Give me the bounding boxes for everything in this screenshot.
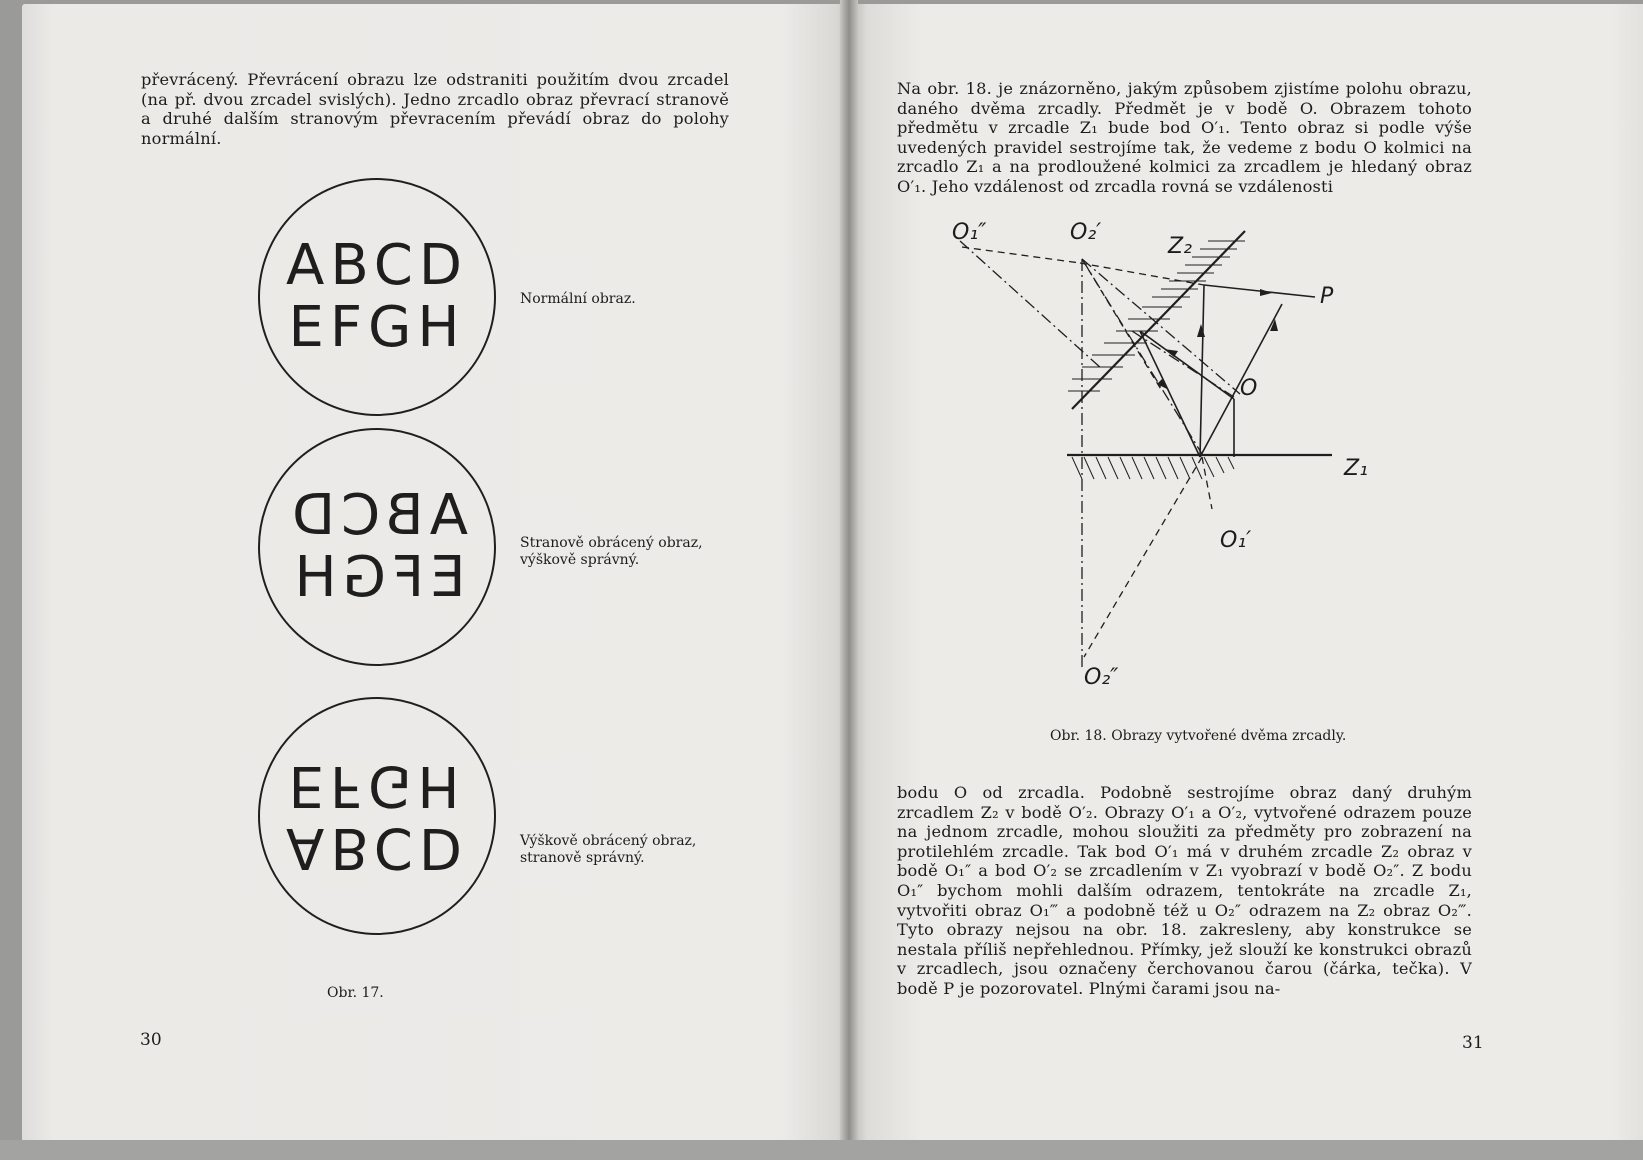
circle-text-line: ABCD bbox=[286, 815, 468, 880]
book-gutter bbox=[840, 0, 858, 1160]
circle-text-line: ABCD bbox=[286, 233, 468, 298]
label-z1: Z₁ bbox=[1344, 456, 1368, 481]
dashed-lines bbox=[962, 247, 1212, 657]
caption-height-reversed-line1: Výškově obrácený obraz, bbox=[520, 833, 697, 849]
label-o1-double-prime: O₁″ bbox=[952, 220, 987, 245]
circle-text-line: EFGH bbox=[288, 753, 466, 818]
label-o2-prime: O₂′ bbox=[1070, 220, 1102, 245]
mirror-z1-hatching bbox=[1072, 457, 1234, 479]
circle-text-line: EFGH bbox=[288, 295, 466, 360]
caption-side-reversed-line1: Stranově obrácený obraz, bbox=[520, 535, 703, 551]
page-number-right: 31 bbox=[1462, 1033, 1484, 1053]
intro-paragraph: převrácený. Převrácení obrazu lze odstraniti použitím dvou zrcadel (na př. dvou zrcadel svislých). Jedno zrcadlo obraz převrací stranově a druhé dalším stranovým převracením převádí obraz do polohy normální. bbox=[141, 70, 729, 148]
figure-18-caption: Obr. 18. Obrazy vytvořené dvěma zrcadly. bbox=[1050, 728, 1347, 744]
label-p: P bbox=[1320, 284, 1334, 309]
circle-text-line: EFGH bbox=[288, 545, 466, 610]
caption-side-reversed-line2: výškově správný. bbox=[520, 552, 640, 568]
left-page bbox=[22, 4, 850, 1142]
mirror-z2 bbox=[1072, 231, 1245, 409]
circle-normal-image bbox=[258, 178, 496, 416]
right-page bbox=[852, 4, 1643, 1142]
caption-normal-image: Normální obraz. bbox=[520, 291, 636, 307]
bottom-paragraph: bodu O od zrcadla. Podobně sestrojíme obraz daný druhým zrcadlem Z₂ v bodě O′₂. Obrazy O′₁ a O′₂, vytvořené odrazem pouze na jednom zrcadle, mohou sloužiti za předměty pro zobrazení na protilehlém zrcadle. Tak bod O′₁ má v druhém zrcadle Z₂ obraz v bodě O₁″ a bod O′₂ se zrcadlením v Z₁ vyobrazí v bodě O₂″. Z bodu O₁″ bychom mohli dalším odrazem, tentokráte na zrcadle Z₁, vytvořiti obraz O₁‴ a podobně též u O₂″ odrazem na Z₂ obraz O₂‴. Tyto obrazy nejsou na obr. 18. zakresleny, aby konstrukce se nestala příliš nepřehlednou. Přímky, jež slouží ke konstrukci obrazů v zrcadlech, jsou označeny čerchovanou čarou (čárka, tečka). V bodě P je pozorovatel. Plnými čarami jsou na- bbox=[897, 783, 1472, 998]
book-bottom-edge bbox=[0, 1140, 1643, 1160]
caption-height-reversed-line2: stranově správný. bbox=[520, 850, 645, 866]
top-paragraph: Na obr. 18. je znázorněno, jakým způsobem zjistíme polohu obrazu, daného dvěma zrcadly. Předmět je v bodě O. Obrazem tohoto předmětu v zrcadle Z₁ bude bod O′₁. Tento obraz si podle výše uvedených pravidel sestrojíme tak, že vedeme z bodu O kolmici na zrcadlo Z₁ a na prodloužené kolmici za zrcadlem je hledaný obraz O′₁. Jeho vzdálenost od zrcadla rovná se vzdálenosti bbox=[897, 79, 1472, 196]
figure-17-label: Obr. 17. bbox=[327, 985, 384, 1001]
figure-18-diagram bbox=[952, 219, 1422, 719]
circle-height-reversed-image bbox=[258, 697, 496, 935]
mirror-z2-hatching bbox=[1068, 241, 1245, 391]
label-z2: Z₂ bbox=[1168, 234, 1192, 259]
circle-text-line: ABCD bbox=[286, 483, 468, 548]
page-number-left: 30 bbox=[140, 1030, 162, 1050]
label-o: O bbox=[1240, 376, 1258, 401]
circle-side-reversed-image bbox=[258, 428, 496, 666]
label-o2-double-prime: O₂″ bbox=[1084, 665, 1119, 690]
label-o1-prime: O₁′ bbox=[1220, 528, 1252, 553]
